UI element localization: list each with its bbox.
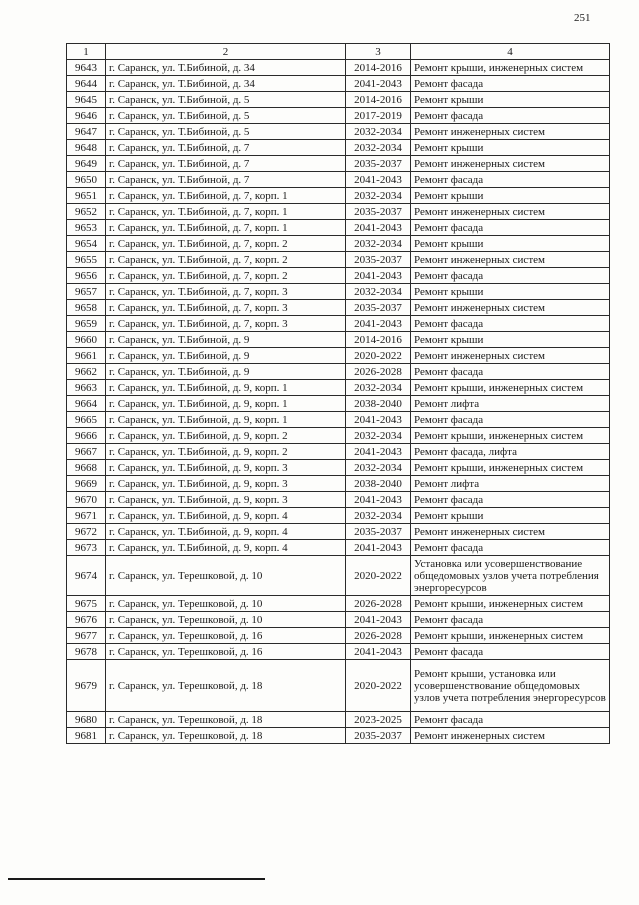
cell-period: 2035-2037: [346, 252, 411, 268]
cell-period: 2032-2034: [346, 284, 411, 300]
cell-address: г. Саранск, ул. Т.Бибиной, д. 5: [106, 108, 346, 124]
header-col-2: 2: [106, 44, 346, 60]
cell-period: 2032-2034: [346, 428, 411, 444]
cell-period: 2035-2037: [346, 204, 411, 220]
table-row: [67, 284, 610, 300]
cell-address: г. Саранск, ул. Т.Бибиной, д. 7, корп. 2: [106, 236, 346, 252]
table-body: [67, 60, 610, 744]
cell-address: г. Саранск, ул. Терешковой, д. 16: [106, 628, 346, 644]
cell-number: 9680: [67, 712, 106, 728]
table-row: [67, 188, 610, 204]
cell-work: Ремонт крыши, инженерных систем: [411, 596, 610, 612]
cell-address: г. Саранск, ул. Терешковой, д. 10: [106, 556, 346, 596]
cell-number: 9678: [67, 644, 106, 660]
table-row: [67, 92, 610, 108]
cell-period: 2041-2043: [346, 644, 411, 660]
cell-period: 2032-2034: [346, 124, 411, 140]
cell-number: 9677: [67, 628, 106, 644]
cell-period: 2038-2040: [346, 396, 411, 412]
cell-number: 9660: [67, 332, 106, 348]
table-row: [67, 460, 610, 476]
table-row: [67, 268, 610, 284]
cell-address: г. Саранск, ул. Т.Бибиной, д. 7, корп. 1: [106, 204, 346, 220]
cell-period: 2014-2016: [346, 60, 411, 76]
cell-number: 9664: [67, 396, 106, 412]
cell-number: 9674: [67, 556, 106, 596]
table-row: [67, 612, 610, 628]
cell-work: Ремонт инженерных систем: [411, 124, 610, 140]
cell-work: Ремонт инженерных систем: [411, 728, 610, 744]
cell-work: Ремонт крыши: [411, 92, 610, 108]
header-col-1: 1: [67, 44, 106, 60]
cell-period: 2041-2043: [346, 172, 411, 188]
cell-number: 9659: [67, 316, 106, 332]
cell-work: Ремонт инженерных систем: [411, 156, 610, 172]
cell-period: 2041-2043: [346, 612, 411, 628]
cell-work: Ремонт крыши, установка или усовершенствование общедомовых узлов учета потребления энергоресурсов: [411, 660, 610, 712]
cell-address: г. Саранск, ул. Т.Бибиной, д. 7, корп. 2: [106, 252, 346, 268]
cell-period: 2020-2022: [346, 556, 411, 596]
cell-period: 2026-2028: [346, 364, 411, 380]
cell-period: 2017-2019: [346, 108, 411, 124]
table-row: [67, 428, 610, 444]
cell-period: 2035-2037: [346, 728, 411, 744]
cell-number: 9645: [67, 92, 106, 108]
cell-number: 9670: [67, 492, 106, 508]
page-number: 251: [574, 12, 591, 24]
cell-period: 2032-2034: [346, 140, 411, 156]
cell-number: 9669: [67, 476, 106, 492]
cell-number: 9681: [67, 728, 106, 744]
cell-work: Ремонт крыши: [411, 236, 610, 252]
cell-number: 9665: [67, 412, 106, 428]
table-row: [67, 204, 610, 220]
cell-work: Ремонт инженерных систем: [411, 300, 610, 316]
cell-number: 9651: [67, 188, 106, 204]
cell-period: 2014-2016: [346, 92, 411, 108]
cell-period: 2041-2043: [346, 316, 411, 332]
table-row: [67, 644, 610, 660]
table-row: [67, 60, 610, 76]
cell-address: г. Саранск, ул. Терешковой, д. 10: [106, 612, 346, 628]
cell-address: г. Саранск, ул. Терешковой, д. 18: [106, 712, 346, 728]
cell-period: 2041-2043: [346, 76, 411, 92]
table-row: [67, 628, 610, 644]
cell-work: Ремонт лифта: [411, 476, 610, 492]
cell-address: г. Саранск, ул. Т.Бибиной, д. 9: [106, 348, 346, 364]
cell-period: 2014-2016: [346, 332, 411, 348]
cell-period: 2026-2028: [346, 596, 411, 612]
table-row: [67, 76, 610, 92]
cell-period: 2020-2022: [346, 660, 411, 712]
cell-period: 2032-2034: [346, 188, 411, 204]
cell-work: Ремонт крыши, инженерных систем: [411, 60, 610, 76]
cell-number: 9679: [67, 660, 106, 712]
cell-address: г. Саранск, ул. Т.Бибиной, д. 9, корп. 3: [106, 460, 346, 476]
cell-number: 9675: [67, 596, 106, 612]
cell-period: 2041-2043: [346, 444, 411, 460]
cell-address: г. Саранск, ул. Т.Бибиной, д. 9, корп. 4: [106, 508, 346, 524]
cell-number: 9658: [67, 300, 106, 316]
cell-work: Ремонт фасада: [411, 172, 610, 188]
table-header-row: [67, 44, 610, 60]
cell-period: 2041-2043: [346, 540, 411, 556]
cell-period: 2032-2034: [346, 460, 411, 476]
cell-period: 2032-2034: [346, 508, 411, 524]
cell-period: 2032-2034: [346, 236, 411, 252]
cell-work: Ремонт крыши, инженерных систем: [411, 628, 610, 644]
cell-period: 2041-2043: [346, 412, 411, 428]
table-row: [67, 712, 610, 728]
table-row: [67, 156, 610, 172]
cell-work: Установка или усовершенствование общедомовых узлов учета потребления энергоресурсов: [411, 556, 610, 596]
header-col-3: 3: [346, 44, 411, 60]
table-row: [67, 492, 610, 508]
table-row: [67, 220, 610, 236]
cell-address: г. Саранск, ул. Т.Бибиной, д. 9, корп. 4: [106, 524, 346, 540]
table-row: [67, 728, 610, 744]
cell-address: г. Саранск, ул. Т.Бибиной, д. 9, корп. 3: [106, 492, 346, 508]
cell-work: Ремонт крыши, инженерных систем: [411, 380, 610, 396]
cell-period: 2020-2022: [346, 348, 411, 364]
table-row: [67, 444, 610, 460]
cell-period: 2023-2025: [346, 712, 411, 728]
cell-work: Ремонт инженерных систем: [411, 204, 610, 220]
cell-work: Ремонт инженерных систем: [411, 252, 610, 268]
cell-period: 2041-2043: [346, 220, 411, 236]
cell-address: г. Саранск, ул. Т.Бибиной, д. 7, корп. 3: [106, 300, 346, 316]
cell-address: г. Саранск, ул. Терешковой, д. 18: [106, 660, 346, 712]
cell-period: 2032-2034: [346, 380, 411, 396]
cell-address: г. Саранск, ул. Терешковой, д. 18: [106, 728, 346, 744]
cell-work: Ремонт фасада: [411, 612, 610, 628]
cell-address: г. Саранск, ул. Т.Бибиной, д. 7: [106, 172, 346, 188]
table-row: [67, 380, 610, 396]
cell-work: Ремонт фасада: [411, 644, 610, 660]
cell-address: г. Саранск, ул. Т.Бибиной, д. 9, корп. 1: [106, 412, 346, 428]
cell-work: Ремонт фасада: [411, 316, 610, 332]
cell-address: г. Саранск, ул. Т.Бибиной, д. 7, корп. 2: [106, 268, 346, 284]
cell-number: 9661: [67, 348, 106, 364]
cell-address: г. Саранск, ул. Т.Бибиной, д. 9, корп. 2: [106, 428, 346, 444]
cell-number: 9668: [67, 460, 106, 476]
cell-address: г. Саранск, ул. Т.Бибиной, д. 9, корп. 2: [106, 444, 346, 460]
cell-number: 9650: [67, 172, 106, 188]
cell-period: 2035-2037: [346, 300, 411, 316]
table-row: [67, 596, 610, 612]
cell-number: 9654: [67, 236, 106, 252]
cell-work: Ремонт фасада: [411, 492, 610, 508]
cell-number: 9656: [67, 268, 106, 284]
cell-work: Ремонт крыши: [411, 188, 610, 204]
cell-number: 9673: [67, 540, 106, 556]
cell-address: г. Саранск, ул. Т.Бибиной, д. 9, корп. 4: [106, 540, 346, 556]
cell-number: 9663: [67, 380, 106, 396]
footer-rule: [8, 878, 265, 880]
cell-work: Ремонт фасада: [411, 76, 610, 92]
table-row: [67, 316, 610, 332]
cell-number: 9643: [67, 60, 106, 76]
cell-address: г. Саранск, ул. Т.Бибиной, д. 7, корп. 1: [106, 188, 346, 204]
cell-work: Ремонт крыши, инженерных систем: [411, 428, 610, 444]
table-row: [67, 476, 610, 492]
cell-address: г. Саранск, ул. Т.Бибиной, д. 9: [106, 332, 346, 348]
cell-number: 9662: [67, 364, 106, 380]
cell-period: 2026-2028: [346, 628, 411, 644]
cell-number: 9676: [67, 612, 106, 628]
cell-number: 9644: [67, 76, 106, 92]
table-row: [67, 108, 610, 124]
cell-work: Ремонт крыши: [411, 140, 610, 156]
cell-work: Ремонт лифта: [411, 396, 610, 412]
cell-address: г. Саранск, ул. Т.Бибиной, д. 7, корп. 1: [106, 220, 346, 236]
cell-period: 2035-2037: [346, 524, 411, 540]
cell-number: 9652: [67, 204, 106, 220]
table-row: [67, 412, 610, 428]
table-row: [67, 396, 610, 412]
cell-work: Ремонт фасада: [411, 220, 610, 236]
cell-address: г. Саранск, ул. Т.Бибиной, д. 34: [106, 76, 346, 92]
cell-work: Ремонт фасада: [411, 540, 610, 556]
cell-address: г. Саранск, ул. Т.Бибиной, д. 7, корп. 3: [106, 284, 346, 300]
cell-number: 9647: [67, 124, 106, 140]
cell-number: 9672: [67, 524, 106, 540]
cell-number: 9657: [67, 284, 106, 300]
cell-number: 9667: [67, 444, 106, 460]
table-row: [67, 508, 610, 524]
repair-schedule-table: [66, 43, 610, 744]
cell-address: г. Саранск, ул. Т.Бибиной, д. 5: [106, 92, 346, 108]
table-row: [67, 236, 610, 252]
cell-number: 9646: [67, 108, 106, 124]
table-row: [67, 124, 610, 140]
cell-work: Ремонт крыши: [411, 508, 610, 524]
cell-work: Ремонт крыши, инженерных систем: [411, 460, 610, 476]
cell-number: 9648: [67, 140, 106, 156]
cell-work: Ремонт фасада, лифта: [411, 444, 610, 460]
cell-work: Ремонт крыши: [411, 332, 610, 348]
table-row: [67, 348, 610, 364]
cell-address: г. Саранск, ул. Т.Бибиной, д. 9, корп. 3: [106, 476, 346, 492]
cell-number: 9649: [67, 156, 106, 172]
cell-period: 2038-2040: [346, 476, 411, 492]
cell-work: Ремонт крыши: [411, 284, 610, 300]
cell-work: Ремонт инженерных систем: [411, 348, 610, 364]
cell-address: г. Саранск, ул. Т.Бибиной, д. 7, корп. 3: [106, 316, 346, 332]
cell-period: 2041-2043: [346, 492, 411, 508]
cell-address: г. Саранск, ул. Терешковой, д. 10: [106, 596, 346, 612]
cell-work: Ремонт фасада: [411, 412, 610, 428]
cell-address: г. Саранск, ул. Т.Бибиной, д. 34: [106, 60, 346, 76]
table-row: [67, 524, 610, 540]
cell-address: г. Саранск, ул. Терешковой, д. 16: [106, 644, 346, 660]
table-row: [67, 660, 610, 712]
header-col-4: 4: [411, 44, 610, 60]
cell-number: 9666: [67, 428, 106, 444]
cell-number: 9655: [67, 252, 106, 268]
cell-work: Ремонт фасада: [411, 108, 610, 124]
table-row: [67, 332, 610, 348]
cell-period: 2041-2043: [346, 268, 411, 284]
cell-address: г. Саранск, ул. Т.Бибиной, д. 9, корп. 1: [106, 396, 346, 412]
cell-address: г. Саранск, ул. Т.Бибиной, д. 7: [106, 156, 346, 172]
table-row: [67, 540, 610, 556]
cell-address: г. Саранск, ул. Т.Бибиной, д. 5: [106, 124, 346, 140]
cell-work: Ремонт инженерных систем: [411, 524, 610, 540]
table-row: [67, 140, 610, 156]
table-row: [67, 172, 610, 188]
cell-work: Ремонт фасада: [411, 712, 610, 728]
table-row: [67, 364, 610, 380]
table-row: [67, 300, 610, 316]
cell-work: Ремонт фасада: [411, 268, 610, 284]
cell-address: г. Саранск, ул. Т.Бибиной, д. 9, корп. 1: [106, 380, 346, 396]
cell-address: г. Саранск, ул. Т.Бибиной, д. 7: [106, 140, 346, 156]
cell-period: 2035-2037: [346, 156, 411, 172]
cell-work: Ремонт фасада: [411, 364, 610, 380]
cell-address: г. Саранск, ул. Т.Бибиной, д. 9: [106, 364, 346, 380]
cell-number: 9671: [67, 508, 106, 524]
cell-number: 9653: [67, 220, 106, 236]
table-row: [67, 556, 610, 596]
table-row: [67, 252, 610, 268]
